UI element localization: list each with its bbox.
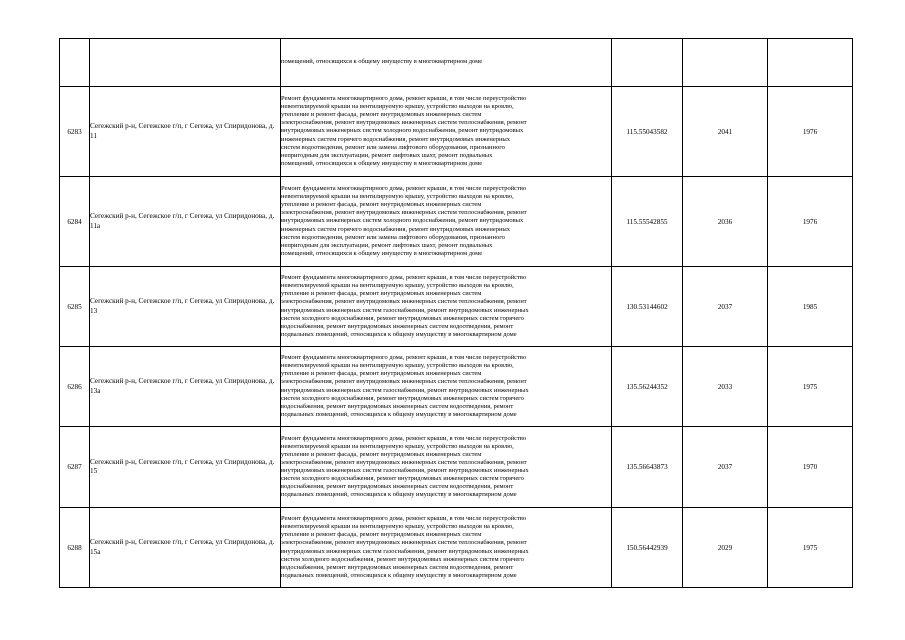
works-line: электроснабжения, ремонт внутридомовых инженерных систем теплоснабжения, ремонт [281,378,527,386]
table-row [60,508,853,588]
works-line: водоснабжения, ремонт внутридомовых инженерных систем водоотведения, ремонт [281,322,514,330]
table-row [60,177,853,267]
row-number: 6286 [60,347,90,427]
works-line: невентилируемой крыши на вентилируемую крышу, устройство выходов на кровлю, [281,103,514,111]
works-line: невентилируемой крыши на вентилируемую крышу, устройство выходов на кровлю, [281,523,514,531]
works-cell [281,39,612,87]
works-line: внутридомовых инженерных систем холодного водоснабжения, ремонт внутридомовых [281,217,524,225]
works-line: утепление и ремонт фасада, ремонт внутридомовых инженерных систем [281,290,482,298]
table-row [60,267,853,347]
address-cell [90,39,281,87]
table-row [60,427,853,508]
capital-repair-table [59,38,853,588]
works-cell [281,87,612,177]
works-line: систем холодного водоснабжения, ремонт внутридомовых инженерных систем горячего [281,475,524,483]
works-line: подвальных помещений, относящихся к общему имуществу в многоквартирном доме [281,410,517,418]
works-line: утепление и ремонт фасада, ремонт внутридомовых инженерных систем [281,531,482,539]
works-line: Ремонт фундамента многоквартирного дома, ремонт крыши, в том числе переустройство [281,434,527,442]
table-row [60,39,853,87]
works-line: помещений, относящихся к общему имуществу в многоквартирном доме [281,249,483,257]
table-row [60,87,853,177]
row-number [60,39,90,87]
works-line: систем водоотведения, ремонт или замена лифтового оборудования, признанного [281,233,505,241]
built-year-cell: 1975 [768,347,853,427]
works-line: утепление и ремонт фасада, ремонт внутридомовых инженерных систем [281,111,482,119]
built-year-cell [768,39,853,87]
works-line: водоснабжения, ремонт внутридомовых инженерных систем водоотведения, ремонт [281,563,514,571]
row-number: 6284 [60,177,90,267]
built-year-cell: 1970 [768,427,853,508]
works-line: систем холодного водоснабжения, ремонт внутридомовых инженерных систем горячего [281,555,524,563]
built-year-cell: 1975 [768,508,853,588]
works-line: помещений, относящихся к общему имуществу в многоквартирном доме [281,58,483,66]
works-line: электроснабжения, ремонт внутридомовых инженерных систем теплоснабжения, ремонт [281,458,527,466]
built-year-cell: 1985 [768,267,853,347]
area-cell: 115.55043582 [612,87,683,177]
works-line: инженерных систем горячего водоснабжения, ремонт внутридомовых инженерных [281,225,511,233]
area-cell [612,39,683,87]
works-line: непригодным для эксплуатации, ремонт лифтовых шахт, ремонт подвальных [281,151,493,159]
row-number: 6285 [60,267,90,347]
works-line: утепление и ремонт фасада, ремонт внутридомовых инженерных систем [281,370,482,378]
works-line: подвальных помещений, относящихся к общему имуществу в многоквартирном доме [281,491,517,499]
works-line: внутридомовых инженерных систем холодного водоснабжения, ремонт внутридомовых [281,127,524,135]
area-cell: 130.53144602 [612,267,683,347]
area-cell: 115.55542855 [612,177,683,267]
address-cell: Сегежский р-н, Сегежское г/п, г Сегежа, ул Спиридонова, д. 11а [90,177,281,267]
works-cell [281,427,612,508]
works-cell [281,508,612,588]
works-line: Ремонт фундамента многоквартирного дома, ремонт крыши, в том числе переустройство [281,515,527,523]
built-year-cell: 1976 [768,177,853,267]
works-cell [281,267,612,347]
works-line: подвальных помещений, относящихся к общему имуществу в многоквартирном доме [281,330,517,338]
works-line: Ремонт фундамента многоквартирного дома, ремонт крыши, в том числе переустройство [281,95,527,103]
works-line: утепление и ремонт фасада, ремонт внутридомовых инженерных систем [281,450,482,458]
area-cell: 150.56442939 [612,508,683,588]
planned-year-cell: 2033 [683,347,768,427]
works-line: внутридомовых инженерных систем газоснабжения, ремонт внутридомовых инженерных [281,467,529,474]
works-line: Ремонт фундамента многоквартирного дома, ремонт крыши, в том числе переустройство [281,185,527,193]
works-line: инженерных систем горячего водоснабжения, ремонт внутридомовых инженерных [281,135,511,143]
works-line: невентилируемой крыши на вентилируемую крышу, устройство выходов на кровлю, [281,193,514,201]
works-line: систем холодного водоснабжения, ремонт внутридомовых инженерных систем горячего [281,394,524,402]
address-cell: Сегежский р-н, Сегежское г/п, г Сегежа, ул Спиридонова, д. 11 [90,87,281,177]
works-line: непригодным для эксплуатации, ремонт лифтовых шахт, ремонт подвальных [281,241,493,249]
works-line: систем водоотведения, ремонт или замена лифтового оборудования, признанного [281,143,505,151]
planned-year-cell: 2041 [683,87,768,177]
works-line: водоснабжения, ремонт внутридомовых инженерных систем водоотведения, ремонт [281,402,514,410]
works-cell [281,177,612,267]
row-number: 6287 [60,427,90,508]
works-line: невентилируемой крыши на вентилируемую крышу, устройство выходов на кровлю, [281,282,514,290]
address-cell: Сегежский р-н, Сегежское г/п, г Сегежа, ул Спиридонова, д. 13а [90,347,281,427]
works-line: электроснабжения, ремонт внутридомовых инженерных систем теплоснабжения, ремонт [281,119,527,127]
works-line: систем холодного водоснабжения, ремонт внутридомовых инженерных систем горячего [281,314,524,322]
works-line: электроснабжения, ремонт внутридомовых инженерных систем теплоснабжения, ремонт [281,298,527,306]
works-line: Ремонт фундамента многоквартирного дома, ремонт крыши, в том числе переустройство [281,274,527,282]
works-line: внутридомовых инженерных систем газоснабжения, ремонт внутридомовых инженерных [281,306,529,314]
planned-year-cell: 2029 [683,508,768,588]
address-cell: Сегежский р-н, Сегежское г/п, г Сегежа, ул Спиридонова, д. 15 [90,427,281,508]
works-line: подвальных помещений, относящихся к общему имуществу в многоквартирном доме [281,571,517,579]
works-line: внутридомовых инженерных систем газоснабжения, ремонт внутридомовых инженерных [281,547,529,555]
planned-year-cell [683,39,768,87]
works-line: невентилируемой крыши на вентилируемую крышу, устройство выходов на кровлю, [281,442,514,450]
works-cell [281,347,612,427]
address-cell: Сегежский р-н, Сегежское г/п, г Сегежа, ул Спиридонова, д. 15а [90,508,281,588]
works-line: водоснабжения, ремонт внутридомовых инженерных систем водоотведения, ремонт [281,483,514,491]
planned-year-cell: 2036 [683,177,768,267]
works-line: помещений, относящихся к общему имуществу в многоквартирном доме [281,159,483,167]
works-line: Ремонт фундамента многоквартирного дома, ремонт крыши, в том числе переустройство [281,354,527,362]
works-line: внутридомовых инженерных систем газоснабжения, ремонт внутридомовых инженерных [281,386,529,394]
row-number: 6288 [60,508,90,588]
address-cell: Сегежский р-н, Сегежское г/п, г Сегежа, ул Спиридонова, д. 13 [90,267,281,347]
planned-year-cell: 2037 [683,267,768,347]
planned-year-cell: 2037 [683,427,768,508]
works-line: утепление и ремонт фасада, ремонт внутридомовых инженерных систем [281,201,482,209]
works-line: электроснабжения, ремонт внутридомовых инженерных систем теплоснабжения, ремонт [281,539,527,547]
table-row [60,347,853,427]
works-line: невентилируемой крыши на вентилируемую крышу, устройство выходов на кровлю, [281,362,514,370]
area-cell: 135.56643873 [612,427,683,508]
area-cell: 135.56244352 [612,347,683,427]
row-number: 6283 [60,87,90,177]
works-line: электроснабжения, ремонт внутридомовых инженерных систем теплоснабжения, ремонт [281,209,527,217]
built-year-cell: 1976 [768,87,853,177]
